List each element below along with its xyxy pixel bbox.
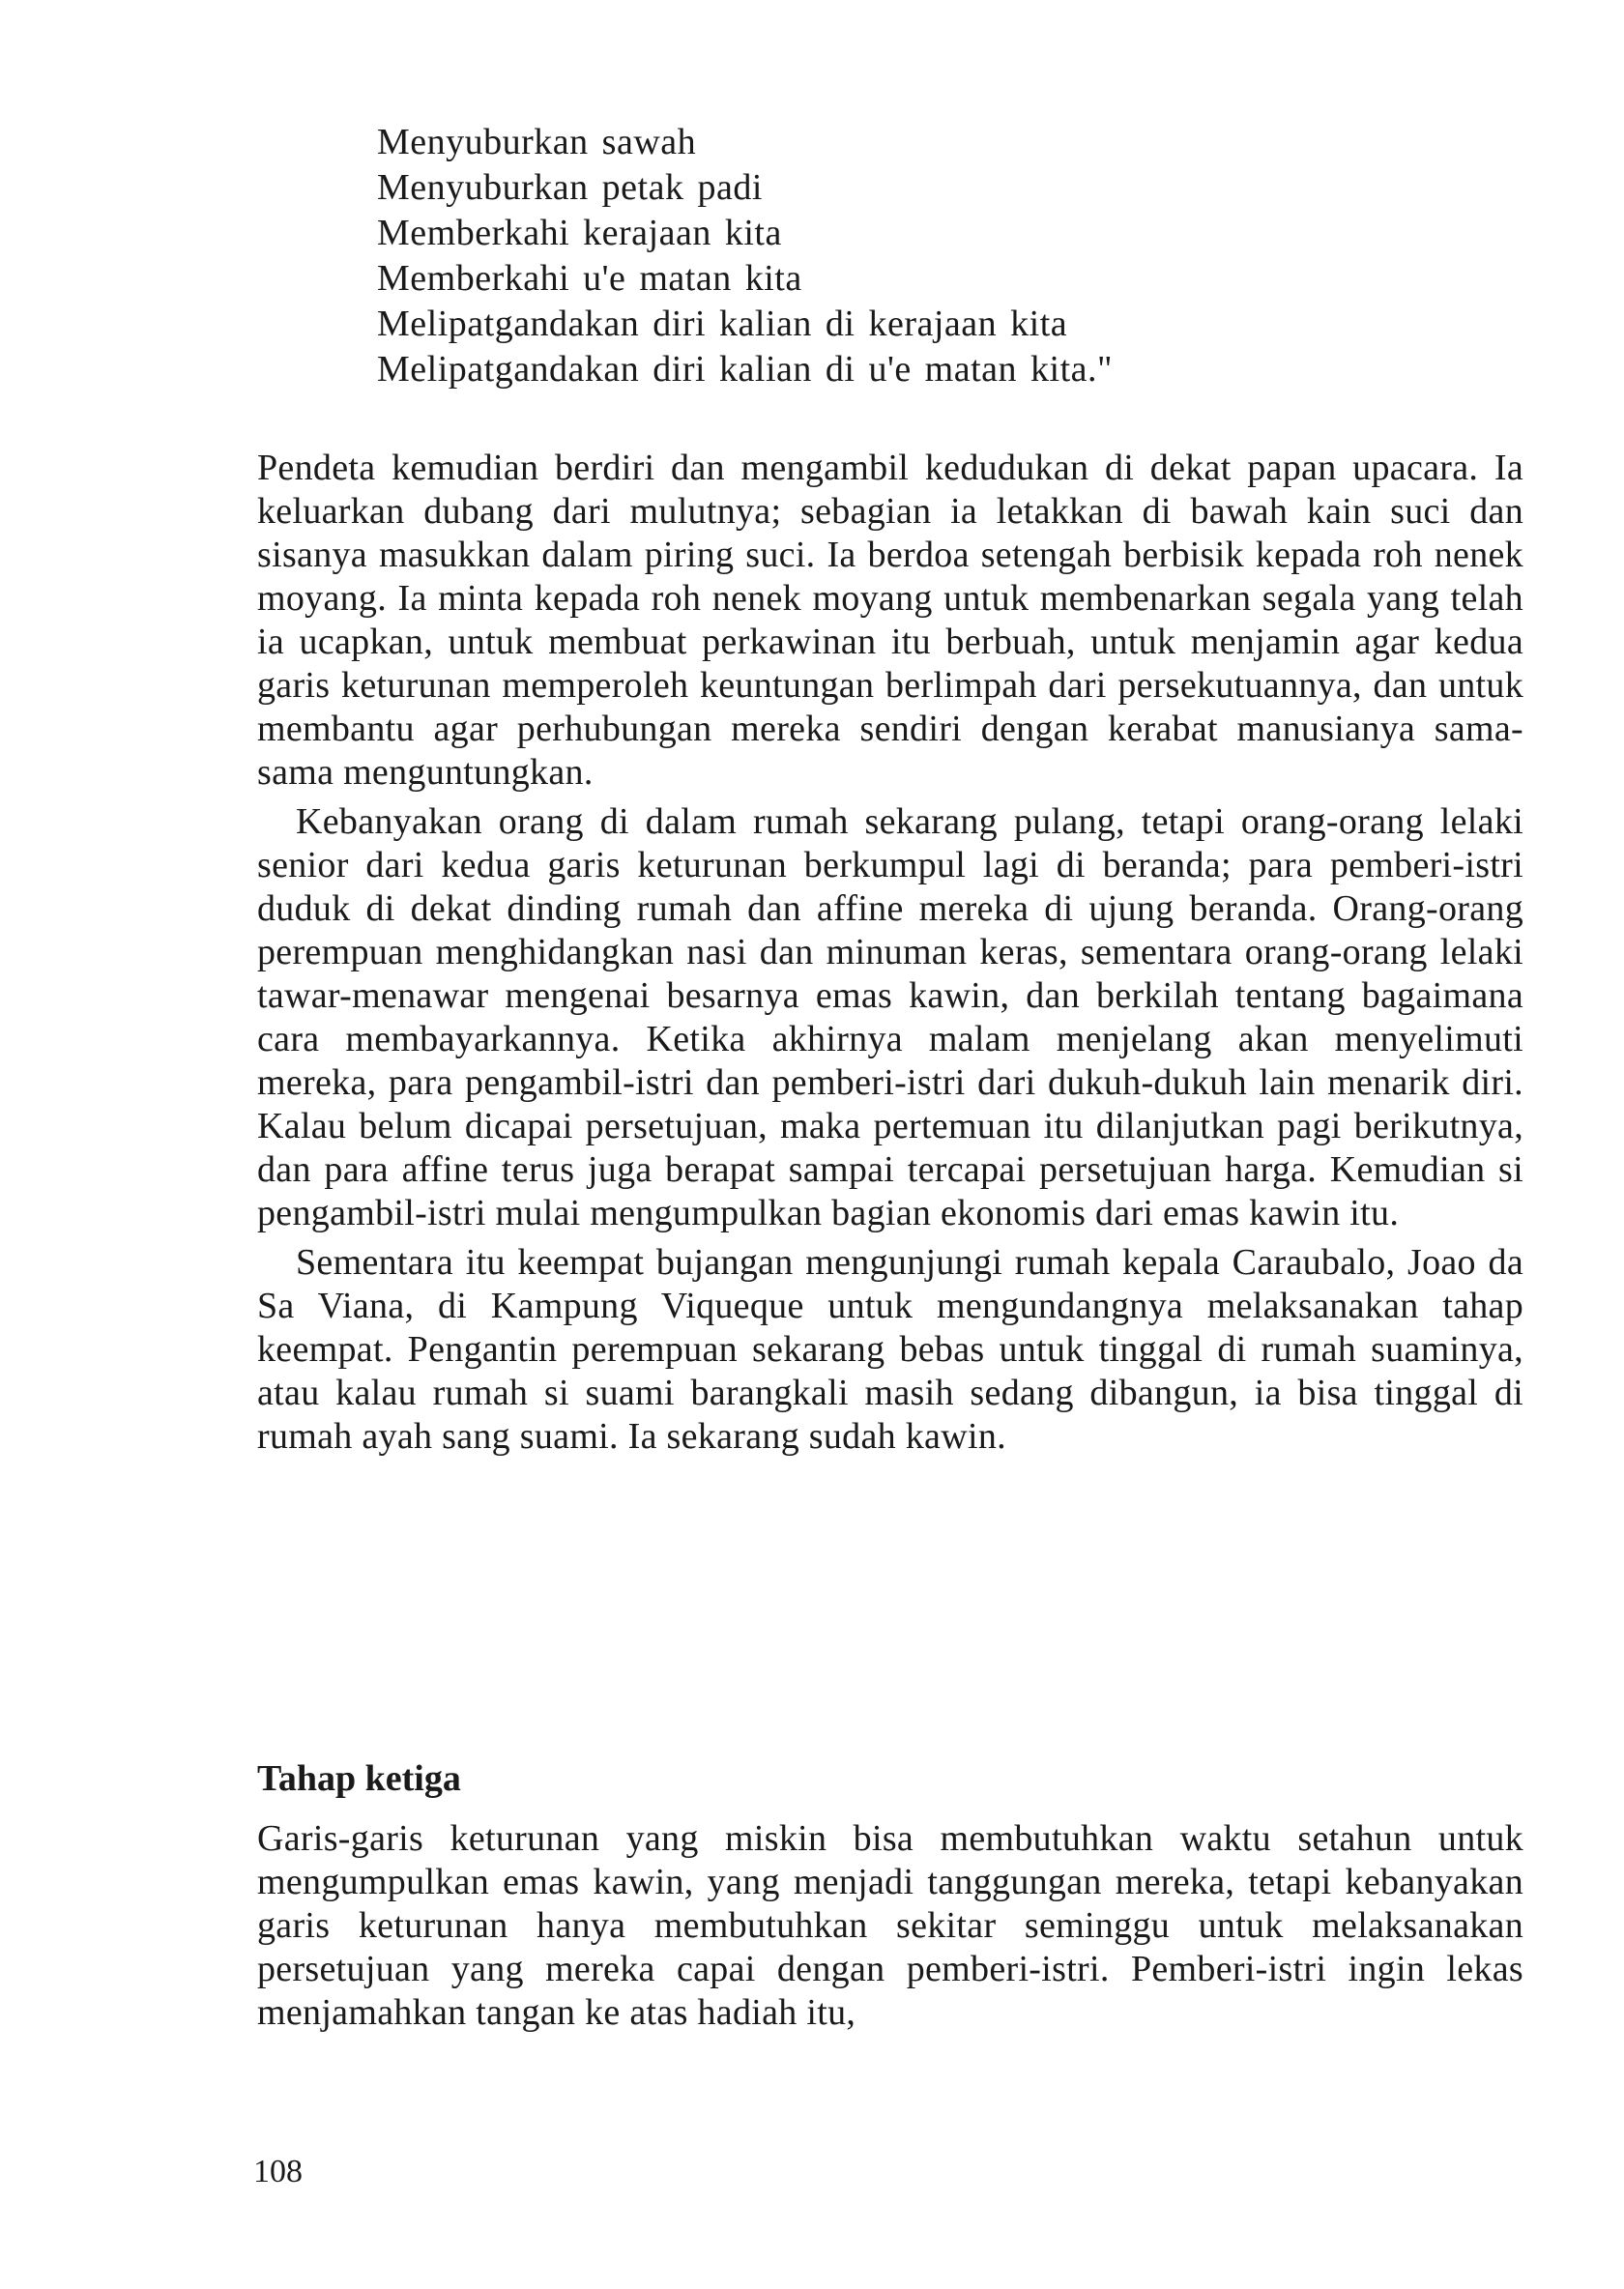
body-text [257, 447, 1523, 1459]
verse-line: Memberkahi kerajaan kita [377, 213, 782, 253]
paragraph: Sementara itu keempat bujangan mengunjungi rumah kepala Caraubalo, Joao da Sa Viana, di Kampung Viqueque untuk mengundangnya melaksanakan tahap keempat. Pengantin perempuan sekarang bebas untuk tinggal di rumah suaminya, atau kalau rumah si suami barangkali masih sedang dibangun, ia bisa tinggal di rumah ayah sang suami. Ia sekarang sudah kawin. [257, 1242, 1523, 1457]
section-body [257, 1817, 1523, 2035]
verse-block [377, 120, 1537, 392]
section-heading: Tahap ketiga [257, 1758, 461, 1799]
verse-line: Menyuburkan sawah [377, 122, 697, 162]
paragraph: Pendeta kemudian berdiri dan mengambil kedudukan di dekat papan upacara. Ia keluarkan dubang dari mulutnya; sebagian ia letakkan di bawah kain suci dan sisanya masukkan dalam piring suci. Ia berdoa setengah berbisik kepada roh nenek moyang. Ia minta kepada roh nenek moyang untuk membenarkan segala yang telah ia ucapkan, untuk membuat perkawinan itu berbuah, untuk menjamin agar kedua garis keturunan memperoleh keuntungan berlimpah dari persekutuannya, dan untuk membantu agar perhubungan mereka sendiri dengan kerabat manusianya sama-sama menguntungkan. [257, 448, 1523, 793]
verse-line: Memberkahi u'e matan kita [377, 258, 802, 299]
verse-line: Melipatgandakan diri kalian di kerajaan kita [377, 304, 1068, 344]
verse-line: Melipatgandakan diri kalian di u'e matan kita." [377, 349, 1114, 390]
page-number: 108 [253, 2154, 303, 2189]
verse-line: Menyuburkan petak padi [377, 167, 763, 208]
paragraph: Garis-garis keturunan yang miskin bisa membutuhkan waktu setahun untuk mengumpulkan emas kawin, yang menjadi tanggungan mereka, tetapi kebanyakan garis keturunan hanya membutuhkan sekitar seminggu untuk melaksanakan persetujuan yang mereka capai dengan pemberi-istri. Pemberi-istri ingin lekas menjamahkan tangan ke atas hadiah itu, [257, 1818, 1523, 2033]
paragraph: Kebanyakan orang di dalam rumah sekarang pulang, tetapi orang-orang lelaki senior dari kedua garis keturunan berkumpul lagi di beranda; para pemberi-istri duduk di dekat dinding rumah dan affine mereka di ujung beranda. Orang-orang perempuan menghidangkan nasi dan minuman keras, sementara orang-orang lelaki tawar-menawar mengenai besarnya emas kawin, dan berkilah tentang bagaimana cara membayarkannya. Ketika akhirnya malam menjelang akan menyelimuti mereka, para pengambil-istri dan pemberi-istri dari dukuh-dukuh lain menarik diri. Kalau belum dicapai persetujuan, maka pertemuan itu dilanjutkan pagi berikutnya, dan para affine terus juga berapat sampai tercapai persetujuan harga. Kemudian si pengambil-istri mulai mengumpulkan bagian ekonomis dari emas kawin itu. [257, 801, 1523, 1233]
